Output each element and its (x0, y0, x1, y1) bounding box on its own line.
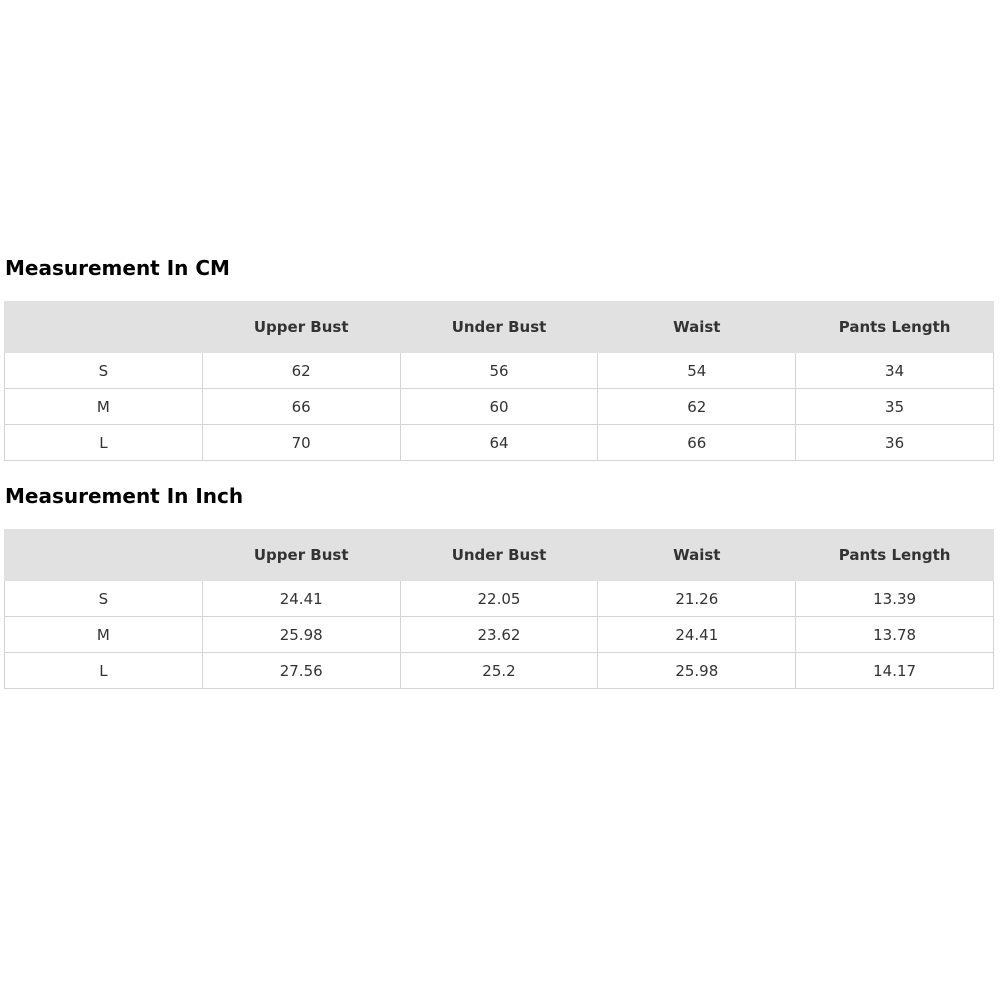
header-cell-under-bust: Under Bust (400, 302, 598, 353)
size-table-inch (4, 529, 994, 689)
table-row (5, 389, 994, 425)
cell-under-bust: 25.2 (400, 653, 598, 689)
cell-size: M (5, 617, 203, 653)
cell-upper-bust: 66 (202, 389, 400, 425)
cell-upper-bust: 27.56 (202, 653, 400, 689)
cell-upper-bust: 62 (202, 353, 400, 389)
cell-pants-length: 34 (796, 353, 994, 389)
cell-under-bust: 56 (400, 353, 598, 389)
cell-pants-length: 36 (796, 425, 994, 461)
table-row (5, 617, 994, 653)
cell-under-bust: 22.05 (400, 581, 598, 617)
cell-under-bust: 23.62 (400, 617, 598, 653)
header-cell-size (5, 302, 203, 353)
cell-size: S (5, 581, 203, 617)
section-title-inch: Measurement In Inch (5, 484, 244, 508)
size-table-cm (4, 301, 994, 461)
cell-upper-bust: 25.98 (202, 617, 400, 653)
header-cell-upper-bust: Upper Bust (202, 530, 400, 581)
cell-upper-bust: 70 (202, 425, 400, 461)
cell-pants-length: 14.17 (796, 653, 994, 689)
header-cell-pants-length: Pants Length (796, 530, 994, 581)
cell-pants-length: 13.39 (796, 581, 994, 617)
header-cell-upper-bust: Upper Bust (202, 302, 400, 353)
cell-size: M (5, 389, 203, 425)
table-header-row (5, 530, 994, 581)
cell-waist: 25.98 (598, 653, 796, 689)
table-row (5, 353, 994, 389)
cell-waist: 54 (598, 353, 796, 389)
cell-waist: 66 (598, 425, 796, 461)
cell-pants-length: 35 (796, 389, 994, 425)
section-title-cm: Measurement In CM (5, 256, 230, 280)
cell-size: L (5, 653, 203, 689)
cell-under-bust: 64 (400, 425, 598, 461)
header-cell-under-bust: Under Bust (400, 530, 598, 581)
cell-waist: 21.26 (598, 581, 796, 617)
table-row (5, 581, 994, 617)
cell-upper-bust: 24.41 (202, 581, 400, 617)
cell-under-bust: 60 (400, 389, 598, 425)
header-cell-pants-length: Pants Length (796, 302, 994, 353)
cell-waist: 62 (598, 389, 796, 425)
cell-pants-length: 13.78 (796, 617, 994, 653)
table-row (5, 425, 994, 461)
header-cell-waist: Waist (598, 530, 796, 581)
cell-size: L (5, 425, 203, 461)
header-cell-waist: Waist (598, 302, 796, 353)
cell-size: S (5, 353, 203, 389)
header-cell-size (5, 530, 203, 581)
table-header-row (5, 302, 994, 353)
table-row (5, 653, 994, 689)
cell-waist: 24.41 (598, 617, 796, 653)
